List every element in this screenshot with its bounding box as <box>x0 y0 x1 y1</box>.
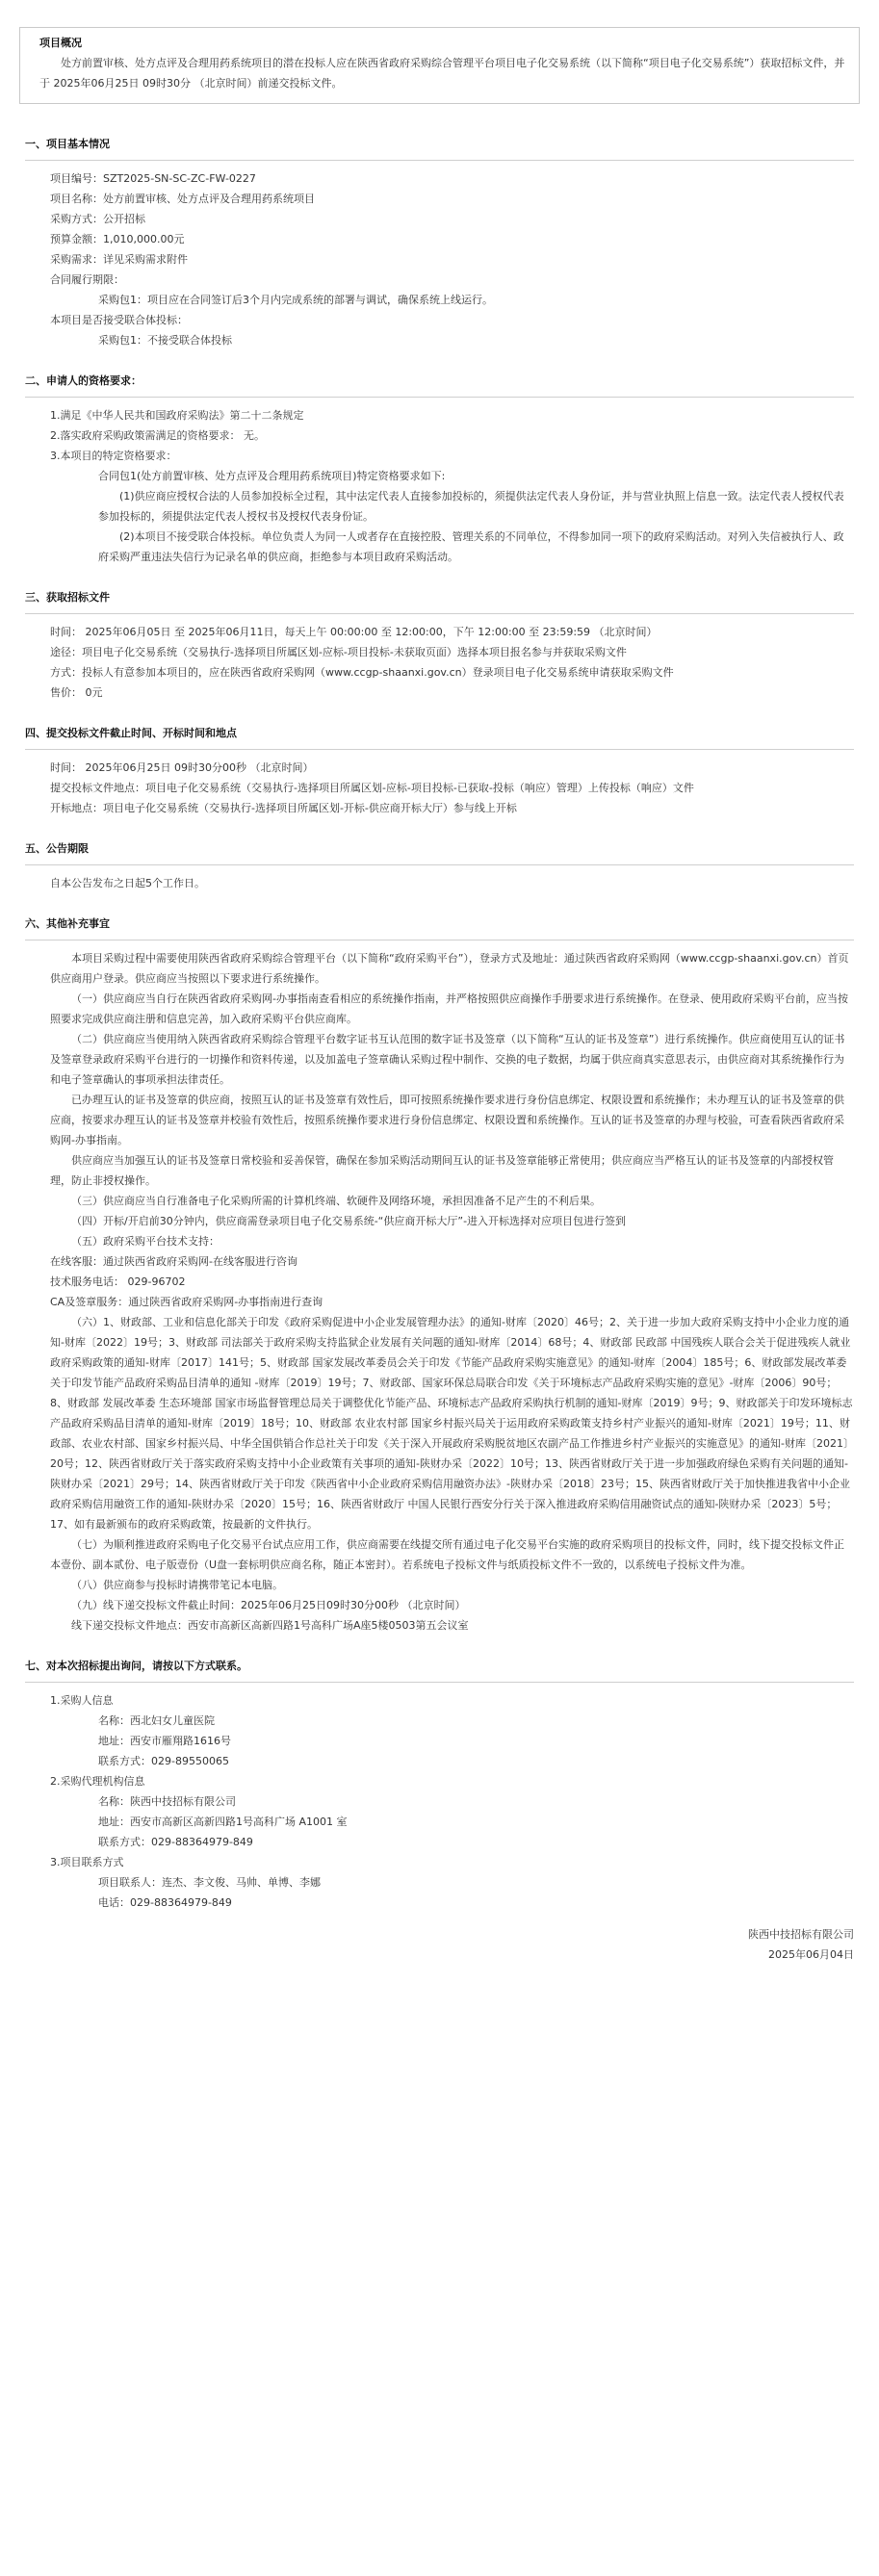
contract-period-label: 合同履行期限： <box>50 273 124 286</box>
obtain-channel: 途径：项目电子化交易系统（交易执行-选择项目所属区划-应标-项目投标-未获取页面）选择本项目报名参与并获取采购文件 <box>50 646 627 658</box>
section-title: 七、对本次招标提出询问，请按以下方式联系。 <box>25 1660 247 1672</box>
other-item-6-policies: （六）1、财政部、工业和信息化部关于印发《政府采购促进中小企业发展管理办法》的通知-财库〔2020〕46号；2、关于进一步加大政府采购支持中小企业力度的通知-财库〔2022〕19号；3、财政部 司法部关于政府采购支持监狱企业发展有关问题的通知-财库〔2014〕68号；4、财政部 民政部 中国残疾人联合会关于促进残疾人就业政府采购政策的通知-财库〔2017〕141号；5、财政部 国家发展改革委员会关于印发《节能产品政府采购实施意见》的通知-财库〔2004〕185号；6、财政部发展改革委关于印发节能产品政府采购品目清单的通知 -财库〔2019〕19号；7、财政部、国家环保总局联合印发《关于环境标志产品政府采购实施的意见》-财库〔2006〕90号；8、财政部 发展改革委 生态环境部 国家市场监督管理总局关于调整优化节能产品、环境标志产品政府采购执行机制的通知-财库〔2019〕9号；9、财政部关于印发环境标志产品政府采购品目清单的通知-财库〔2019〕18号；10、财政部 农业农村部 国家乡村振兴局关于运用政府采购政策支持乡村产业振兴的通知-财库〔2021〕19号；11、财政部、农业农村部、国家乡村振兴局、中华全国供销合作总社关于印发《关于深入开展政府采购脱贫地区农副产品工作推进乡村产业振兴的实施意见》的通知-财库〔2021〕20号；12、陕西省财政厅关于落实政府采购支持中小企业政策有关事项的通知-陕财办采〔2022〕10号；13、陕西省财政厅关于进一步加强政府绿色采购有关问题的通知-陕财办采〔2021〕29号；14、陕西省财政厅关于印发《陕西省中小企业政府采购信用融资办法》-陕财办采〔2018〕23号；15、陕西省财政厅关于加快推进我省中小企业政府采购信用融资工作的通知-陕财办采〔2020〕15号；16、陕西省财政厅 中国人民银行西安分行关于深入推进政府采购信用融资试点的通知-陕财办采〔2023〕5号；17、如有最新颁布的政府采购政策，按最新的文件执行。 <box>50 1316 854 1531</box>
agent-name: 名称：陕西中技招标有限公司 <box>98 1795 236 1808</box>
announcement-page <box>0 27 879 1965</box>
signature-date: 2025年06月04日 <box>768 1948 854 1961</box>
notice-period-text: 自本公告发布之日起5个工作日。 <box>50 877 205 889</box>
section-divider <box>25 397 854 398</box>
support-phone: 技术服务电话： 029-96702 <box>50 1275 186 1288</box>
obtain-price: 售价： 0元 <box>50 686 103 699</box>
agent-phone: 联系方式：029-88364979-849 <box>98 1836 253 1848</box>
section-title: 一、项目基本情况 <box>25 138 110 150</box>
section-qualification <box>0 372 879 567</box>
opening-location: 开标地点：项目电子化交易系统（交易执行-选择项目所属区划-开标-供应商开标大厅）参与线上开标 <box>50 802 517 814</box>
section-divider <box>25 749 854 750</box>
submit-location: 提交投标文件地点：项目电子化交易系统（交易执行-选择项目所属区划-应标-项目投标-已获取-投标（响应）管理）上传投标（响应）文件 <box>50 782 694 794</box>
section-obtain-documents <box>0 588 879 703</box>
section-other-matters <box>0 914 879 1636</box>
section-title: 六、其他补充事宜 <box>25 917 110 930</box>
obtain-method: 方式：投标人有意参加本项目的，应在陕西省政府采购网（www.ccgp-shaanxi.gov.cn）登录项目电子化交易系统申请获取采购文件 <box>50 666 674 679</box>
agent-heading: 2.采购代理机构信息 <box>50 1775 145 1788</box>
other-item-2: （二）供应商应当使用纳入陕西省政府采购综合管理平台数字证书互认范围的数字证书及签章（以下简称“互认的证书及签章”）进行系统操作。供应商使用互认的证书及签章登录政府采购平台进行的一切操作和资料传递，以及加盖电子签章确认采购过程中制作、交换的电子数据，均属于供应商真实意思表示，由供应商对其系统操作行为和电子签章确认的事项承担法律责任。 <box>50 1033 845 1086</box>
other-item-5: （五）政府采购平台技术支持： <box>71 1235 220 1248</box>
section-contact <box>0 1657 879 1913</box>
section-divider <box>25 613 854 614</box>
project-number: 项目编号：SZT2025-SN-SC-ZC-FW-0227 <box>50 172 256 185</box>
section-deadline <box>0 724 879 818</box>
overview-box <box>19 27 860 104</box>
project-name: 项目名称：处方前置审核、处方点评及合理用药系统项目 <box>50 193 315 205</box>
obtain-time: 时间： 2025年06月05日 至 2025年06月11日，每天上午 00:00:00 至 12:00:00，下午 12:00:00 至 23:59:59 （北京时间） <box>50 626 658 638</box>
agent-address: 地址：西安市高新区高新四路1号高科广场 A1001 室 <box>98 1816 348 1828</box>
qualification-item: 1.满足《中华人民共和国政府采购法》第二十二条规定 <box>50 409 304 422</box>
qualification-detail: (1)供应商应授权合法的人员参加投标全过程，其中法定代表人直接参加投标的，须提供法定代表人身份证，并与营业执照上信息一致。法定代表人授权代表参加投标的，须提供法定代表人授权书及授权代表身份证。 <box>98 490 844 523</box>
section-title: 三、获取招标文件 <box>25 591 110 604</box>
section-divider <box>25 864 854 865</box>
qualification-item: 3.本项目的特定资格要求： <box>50 450 177 462</box>
consortium-value: 采购包1：不接受联合体投标 <box>98 334 232 347</box>
contact-phone: 电话：029-88364979-849 <box>98 1896 232 1909</box>
support-ca: CA及签章服务：通过陕西省政府采购网-办事指南进行查询 <box>50 1296 323 1308</box>
section-title: 四、提交投标文件截止时间、开标时间和地点 <box>25 727 237 739</box>
deadline-time: 时间： 2025年06月25日 09时30分00秒 （北京时间） <box>50 761 314 774</box>
other-item-7: （七）为顺利推进政府采购电子化交易平台试点应用工作，供应商需要在线提交所有通过电子化交易平台实施的政府采购项目的投标文件，同时，线下提交投标文件正本壹份、副本贰份、电子版壹份（U盘一套标明供应商名称，随正本密封）。若系统电子投标文件与纸质投标文件不一致的，以系统电子投标文件为准。 <box>50 1538 844 1571</box>
other-item-9: （九）线下递交投标文件截止时间：2025年06月25日09时30分00秒 （北京时间） <box>71 1599 466 1611</box>
section-divider <box>25 160 854 161</box>
section-notice-period <box>0 839 879 893</box>
other-item-2b: 已办理互认的证书及签章的供应商，按照互认的证书及签章有效性后，即可按照系统操作要求进行身份信息绑定、权限设置和系统操作；未办理互认的证书及签章的供应商，按要求办理互认的证书及签章并校验有效性后，按照系统操作要求进行身份信息绑定、权限设置和系统操作。互认的证书及签章的办理与校验，可查看陕西省政府采购网-办事指南。 <box>50 1094 844 1146</box>
contact-heading: 3.项目联系方式 <box>50 1856 124 1868</box>
section-title: 五、公告期限 <box>25 842 89 855</box>
buyer-address: 地址：西安市雁翔路1616号 <box>98 1735 231 1747</box>
support-online: 在线客服：通过陕西省政府采购网-在线客服进行咨询 <box>50 1255 297 1268</box>
other-item-8: （八）供应商参与投标时请携带笔记本电脑。 <box>71 1579 283 1591</box>
other-item-4: （四）开标/开启前30分钟内，供应商需登录项目电子化交易系统-“供应商开标大厅”-进入开标选择对应项目包进行签到 <box>71 1215 627 1227</box>
offline-submit-location: 线下递交投标文件地点：西安市高新区高新四路1号高科广场A座5楼0503第五会议室 <box>71 1619 469 1632</box>
other-item-3: （三）供应商应当自行准备电子化采购所需的计算机终端、软硬件及网络环境，承担因准备不足产生的不利后果。 <box>71 1195 601 1207</box>
overview-body: 处方前置审核、处方点评及合理用药系统项目的潜在投标人应在陕西省政府采购综合管理平台项目电子化交易系统（以下简称“项目电子化交易系统”）获取招标文件，并于 2025年06月25日 09时30分 （北京时间）前递交投标文件。 <box>39 57 845 90</box>
other-item-1: （一）供应商应当自行在陕西省政府采购网-办事指南查看相应的系统操作指南，并严格按照供应商操作手册要求进行系统操作。在登录、使用政府采购平台前，应当按照要求完成供应商注册和信息完善，加入政府采购平台供应商库。 <box>50 992 848 1025</box>
section-title: 二、申请人的资格要求： <box>25 374 142 387</box>
qualification-detail: (2)本项目不接受联合体投标。单位负责人为同一人或者存在直接控股、管理关系的不同单位，不得参加同一项下的政府采购活动。对列入失信被执行人、政府采购严重违法失信行为记录名单的供应商，拒绝参与本项目政府采购活动。 <box>98 530 844 563</box>
overview-title: 项目概况 <box>39 37 82 49</box>
contract-period-value: 采购包1：项目应在合同签订后3个月内完成系统的部署与调试，确保系统上线运行。 <box>98 294 493 306</box>
consortium-label: 本项目是否接受联合体投标： <box>50 314 188 326</box>
buyer-heading: 1.采购人信息 <box>50 1694 114 1707</box>
signature-org: 陕西中技招标有限公司 <box>748 1928 854 1941</box>
procurement-method: 采购方式：公开招标 <box>50 213 145 225</box>
section-basic-info <box>0 135 879 350</box>
buyer-name: 名称：西北妇女儿童医院 <box>98 1714 215 1727</box>
qualification-item: 2.落实政府采购政策需满足的资格要求： 无。 <box>50 429 265 442</box>
procurement-requirement: 采购需求：详见采购需求附件 <box>50 253 188 266</box>
contact-persons: 项目联系人：连杰、李文俊、马帅、单博、李娜 <box>98 1876 321 1889</box>
buyer-phone: 联系方式：029-89550065 <box>98 1755 229 1767</box>
section-divider <box>25 1682 854 1683</box>
signature-block <box>0 1924 879 1965</box>
other-intro: 本项目采购过程中需要使用陕西省政府采购综合管理平台（以下简称“政府采购平台”），登录方式及地址：通过陕西省政府采购网（www.ccgp-shaanxi.gov.cn）首页供应商用户登录。供应商应当按照以下要求进行系统操作。 <box>50 952 849 985</box>
budget-amount: 预算金额：1,010,000.00元 <box>50 233 185 245</box>
other-item-2c: 供应商应当加强互认的证书及签章日常校验和妥善保管，确保在参加采购活动期间互认的证书及签章能够正常使用；供应商应当严格互认的证书及签章的内部授权管理，防止非授权操作。 <box>50 1154 834 1187</box>
qualification-package: 合同包1(处方前置审核、处方点评及合理用药系统项目)特定资格要求如下: <box>98 470 446 482</box>
